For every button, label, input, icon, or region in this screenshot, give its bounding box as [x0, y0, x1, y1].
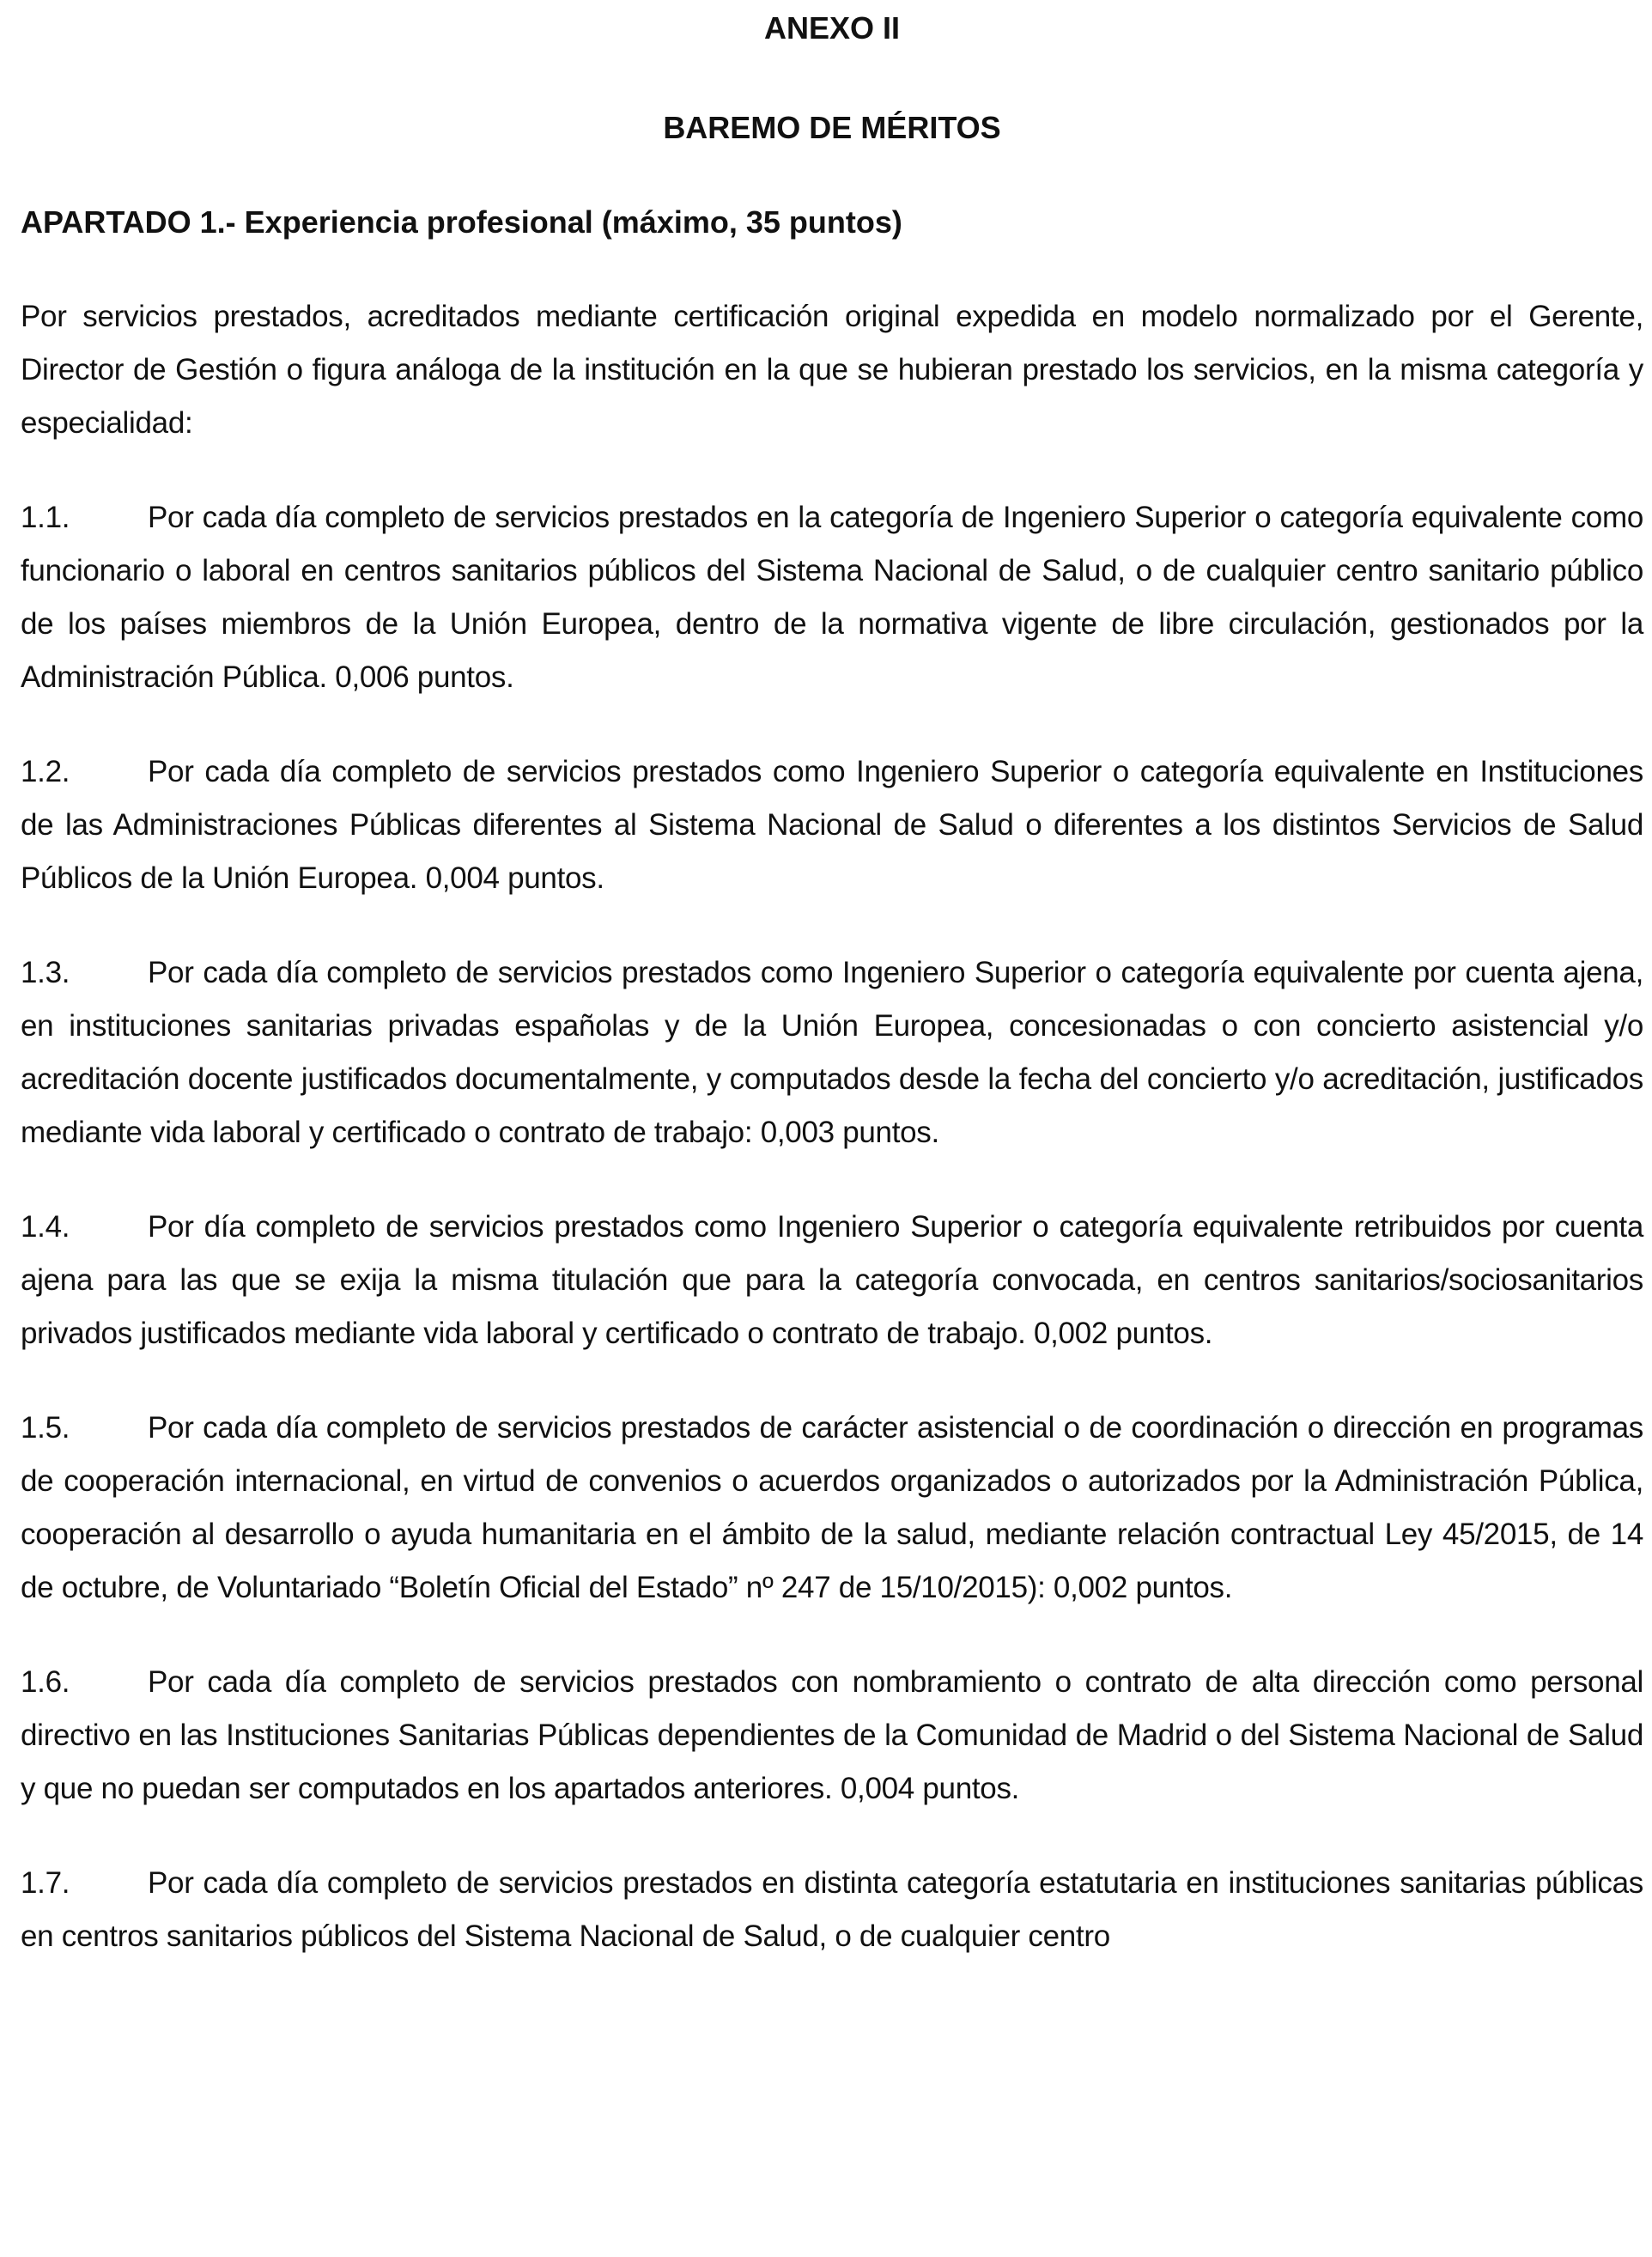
item-text: Por cada día completo de servicios prestados de carácter asistencial o de coordinación o dirección en programas de cooperación internacional, en virtud de convenios o acuerdos organizados o autorizados por la Administración Pública, cooperación al desarrollo o ayuda humanitaria en el ámbito de la salud, mediante relación contractual Ley 45/2015, de 14 de octubre, de Voluntariado “Boletín Oficial del Estado” nº 247 de 15/10/2015): 0,002 puntos.	[21, 1411, 1643, 1604]
item-number: 1.6.	[21, 1665, 70, 1699]
document-page	[21, 0, 1643, 1963]
section-title: APARTADO 1.- Experiencia profesional (máximo, 35 puntos)	[21, 204, 902, 240]
list-item	[21, 745, 1643, 905]
item-number: 1.1.	[21, 501, 70, 534]
item-text: Por cada día completo de servicios prestados con nombramiento o contrato de alta dirección como personal directivo en las Instituciones Sanitarias Públicas dependientes de la Comunidad de Madrid o del Sistema Nacional de Salud y que no puedan ser computados en los apartados anteriores. 0,004 puntos.	[21, 1665, 1643, 1805]
items-list	[21, 491, 1643, 1963]
item-number: 1.2.	[21, 755, 70, 788]
list-item	[21, 946, 1643, 1159]
item-number: 1.5.	[21, 1411, 70, 1445]
annex-title: ANEXO II	[763, 10, 901, 46]
item-text: Por día completo de servicios prestados como Ingeniero Superior o categoría equivalente retribuidos por cuenta ajena para las que se exija la misma titulación que para la categoría convocada, en centros sanitarios/sociosanitarios privados justificados mediante vida laboral y certificado o contrato de trabajo. 0,002 puntos.	[21, 1210, 1643, 1350]
list-item	[21, 491, 1643, 704]
document-title: BAREMO DE MÉRITOS	[663, 110, 1001, 145]
item-number: 1.3.	[21, 956, 70, 989]
list-item	[21, 1402, 1643, 1615]
item-number: 1.7.	[21, 1866, 70, 1900]
item-text: Por cada día completo de servicios prestados como Ingeniero Superior o categoría equivalente por cuenta ajena, en instituciones sanitarias privadas españolas y de la Unión Europea, concesionadas o con concierto asistencial y/o acreditación docente justificados documentalmente, y computados desde la fecha del concierto y/o acreditación, justificados mediante vida laboral y certificado o contrato de trabajo: 0,003 puntos.	[21, 956, 1643, 1149]
list-item	[21, 1201, 1643, 1360]
list-item	[21, 1857, 1643, 1963]
item-text: Por cada día completo de servicios prestados en distinta categoría estatutaria en instituciones sanitarias públicas en centros sanitarios públicos del Sistema Nacional de Salud, o de cualquier centro	[21, 1866, 1643, 1953]
list-item	[21, 1656, 1643, 1816]
item-number: 1.4.	[21, 1210, 70, 1244]
item-text: Por cada día completo de servicios prestados como Ingeniero Superior o categoría equivalente en Instituciones de las Administraciones Públicas diferentes al Sistema Nacional de Salud o diferentes a los distintos Servicios de Salud Públicos de la Unión Europea. 0,004 puntos.	[21, 755, 1643, 895]
section-intro: Por servicios prestados, acreditados mediante certificación original expedida en modelo normalizado por el Gerente, Director de Gestión o figura análoga de la institución en la que se hubieran prestado los servicios, en la misma categoría y especialidad:	[21, 300, 1643, 440]
item-text: Por cada día completo de servicios prestados en la categoría de Ingeniero Superior o categoría equivalente como funcionario o laboral en centros sanitarios públicos del Sistema Nacional de Salud, o de cualquier centro sanitario público de los países miembros de la Unión Europea, dentro de la normativa vigente de libre circulación, gestionados por la Administración Pública. 0,006 puntos.	[21, 501, 1643, 694]
